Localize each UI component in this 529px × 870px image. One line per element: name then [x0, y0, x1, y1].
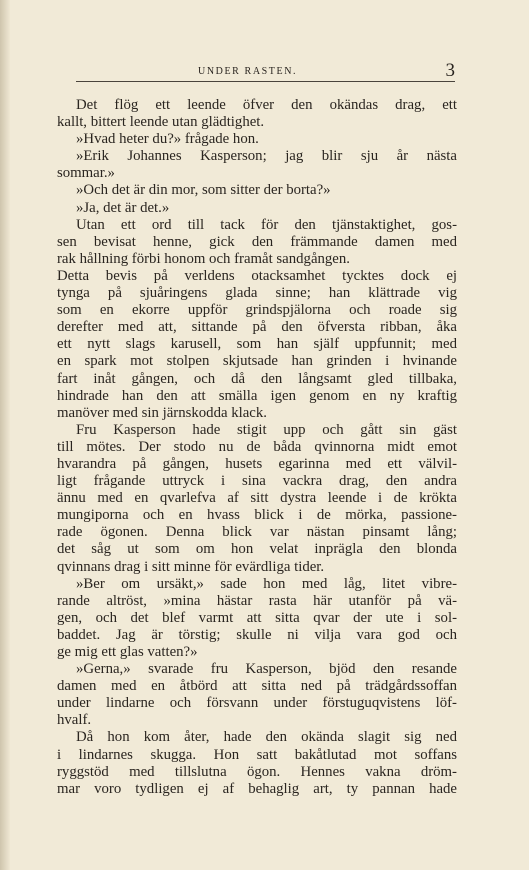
text-line: ännu med en qvarlefva af sitt dystra leende i de krökta: [57, 490, 457, 507]
text-line: »Ja, det är det.»: [76, 199, 170, 216]
text-line: Då hon kom åter, hade den okända slagit sig ned: [76, 729, 457, 746]
text-line: »Ber om ursäkt,» sade hon med låg, litet vibre-: [76, 575, 457, 592]
page-header: [76, 60, 455, 82]
text-line: mungiporna och en hvass blick i de mörka, passione-: [57, 507, 457, 524]
text-line: tynga på sjuåringens glada sinne; han klättrade vig: [57, 285, 457, 302]
text-line: en spark mot stolpen skjutsade han grinden i hvinande: [57, 353, 457, 370]
text-line: hvarandra på gången, husets egarinna med ett välvil-: [57, 455, 457, 472]
text-line: Utan ett ord till tack för den tjänstaktighet, gos-: [76, 216, 457, 233]
text-line: under lindarne och försvann under förstuguqvistens löf-: [57, 695, 457, 712]
text-line: hvalf.: [57, 712, 92, 729]
text-line: det såg ut som om hon velat inprägla den blonda: [57, 541, 457, 558]
text-line: i lindarnes skugga. Hon satt bakåtlutad mot soffans: [57, 746, 457, 763]
text-line: som en ekorre uppför grindspjälorna och roade sig: [57, 302, 457, 319]
text-line: sen bevisat henne, gick den främmande damen med: [57, 233, 457, 250]
text-line: manöver med sin järnskodda klack.: [57, 404, 267, 421]
text-line: »Gerna,» svarade fru Kasperson, bjöd den resande: [76, 661, 457, 678]
text-line: gen, och det blef varmt att sitta qvar der ute i sol-: [57, 609, 457, 626]
text-line: rak hållning förbi honom och framåt sandgången.: [57, 250, 350, 267]
text-line: »Hvad heter du?» frågade hon.: [76, 131, 259, 148]
text-line: rande altröst, »mina hästar rasta här utanför på vä-: [57, 592, 457, 609]
text-line: fart inåt gången, och då den långsamt gled tillbaka,: [57, 370, 457, 387]
text-line: ett nytt slags karusell, som han själf uppfunnit; med: [57, 336, 457, 353]
text-line: mar voro tydligen ej af behaglig art, ty pannan hade: [57, 780, 457, 797]
body-text: [57, 97, 457, 798]
text-line: ligt frågande uttryck i sina vackra drag, den andra: [57, 473, 457, 490]
text-line: baddet. Jag är törstig; skulle ni vilja vara god och: [57, 626, 457, 643]
text-line: ge mig ett glas vatten?»: [57, 644, 198, 660]
text-line: qvinnans drag i sitt minne för evärdliga tider.: [57, 558, 325, 575]
text-line: derefter med att, sittande på den öfversta ribban, åka: [57, 319, 457, 336]
page-number: 3: [445, 60, 455, 81]
text-line: Detta bevis på verldens otacksamhet tycktes dock ej: [57, 267, 457, 284]
text-line: ryggstöd med tillslutna ögon. Hennes vakna dröm-: [57, 763, 457, 780]
text-line: »Och det är din mor, som sitter der borta?»: [76, 182, 331, 199]
text-line: Fru Kasperson hade stigit upp och gått sin gäst: [76, 421, 457, 438]
text-line: Det flög ett leende öfver den okändas drag, ett: [76, 97, 457, 113]
text-line: damen med en åtbörd att sitta ned på trädgårdssoffan: [57, 678, 457, 695]
text-line: sommar.»: [57, 165, 115, 182]
header-rule: [76, 81, 455, 82]
text-line: rade ögonen. Denna blick var nästan pinsamt lång;: [57, 524, 457, 541]
page-edge-shadow: [0, 0, 10, 870]
running-head: UNDER RASTEN.: [198, 66, 298, 77]
text-line: till mötes. Der stodo nu de båda qvinnorna midt emot: [57, 438, 457, 455]
text-line: kallt, bittert leende utan glädtighet.: [57, 114, 265, 131]
text-line: hindrade han den att smälla igen genom en ny kraftig: [57, 387, 457, 404]
text-line: »Erik Johannes Kasperson; jag blir sju år nästa: [76, 148, 457, 165]
